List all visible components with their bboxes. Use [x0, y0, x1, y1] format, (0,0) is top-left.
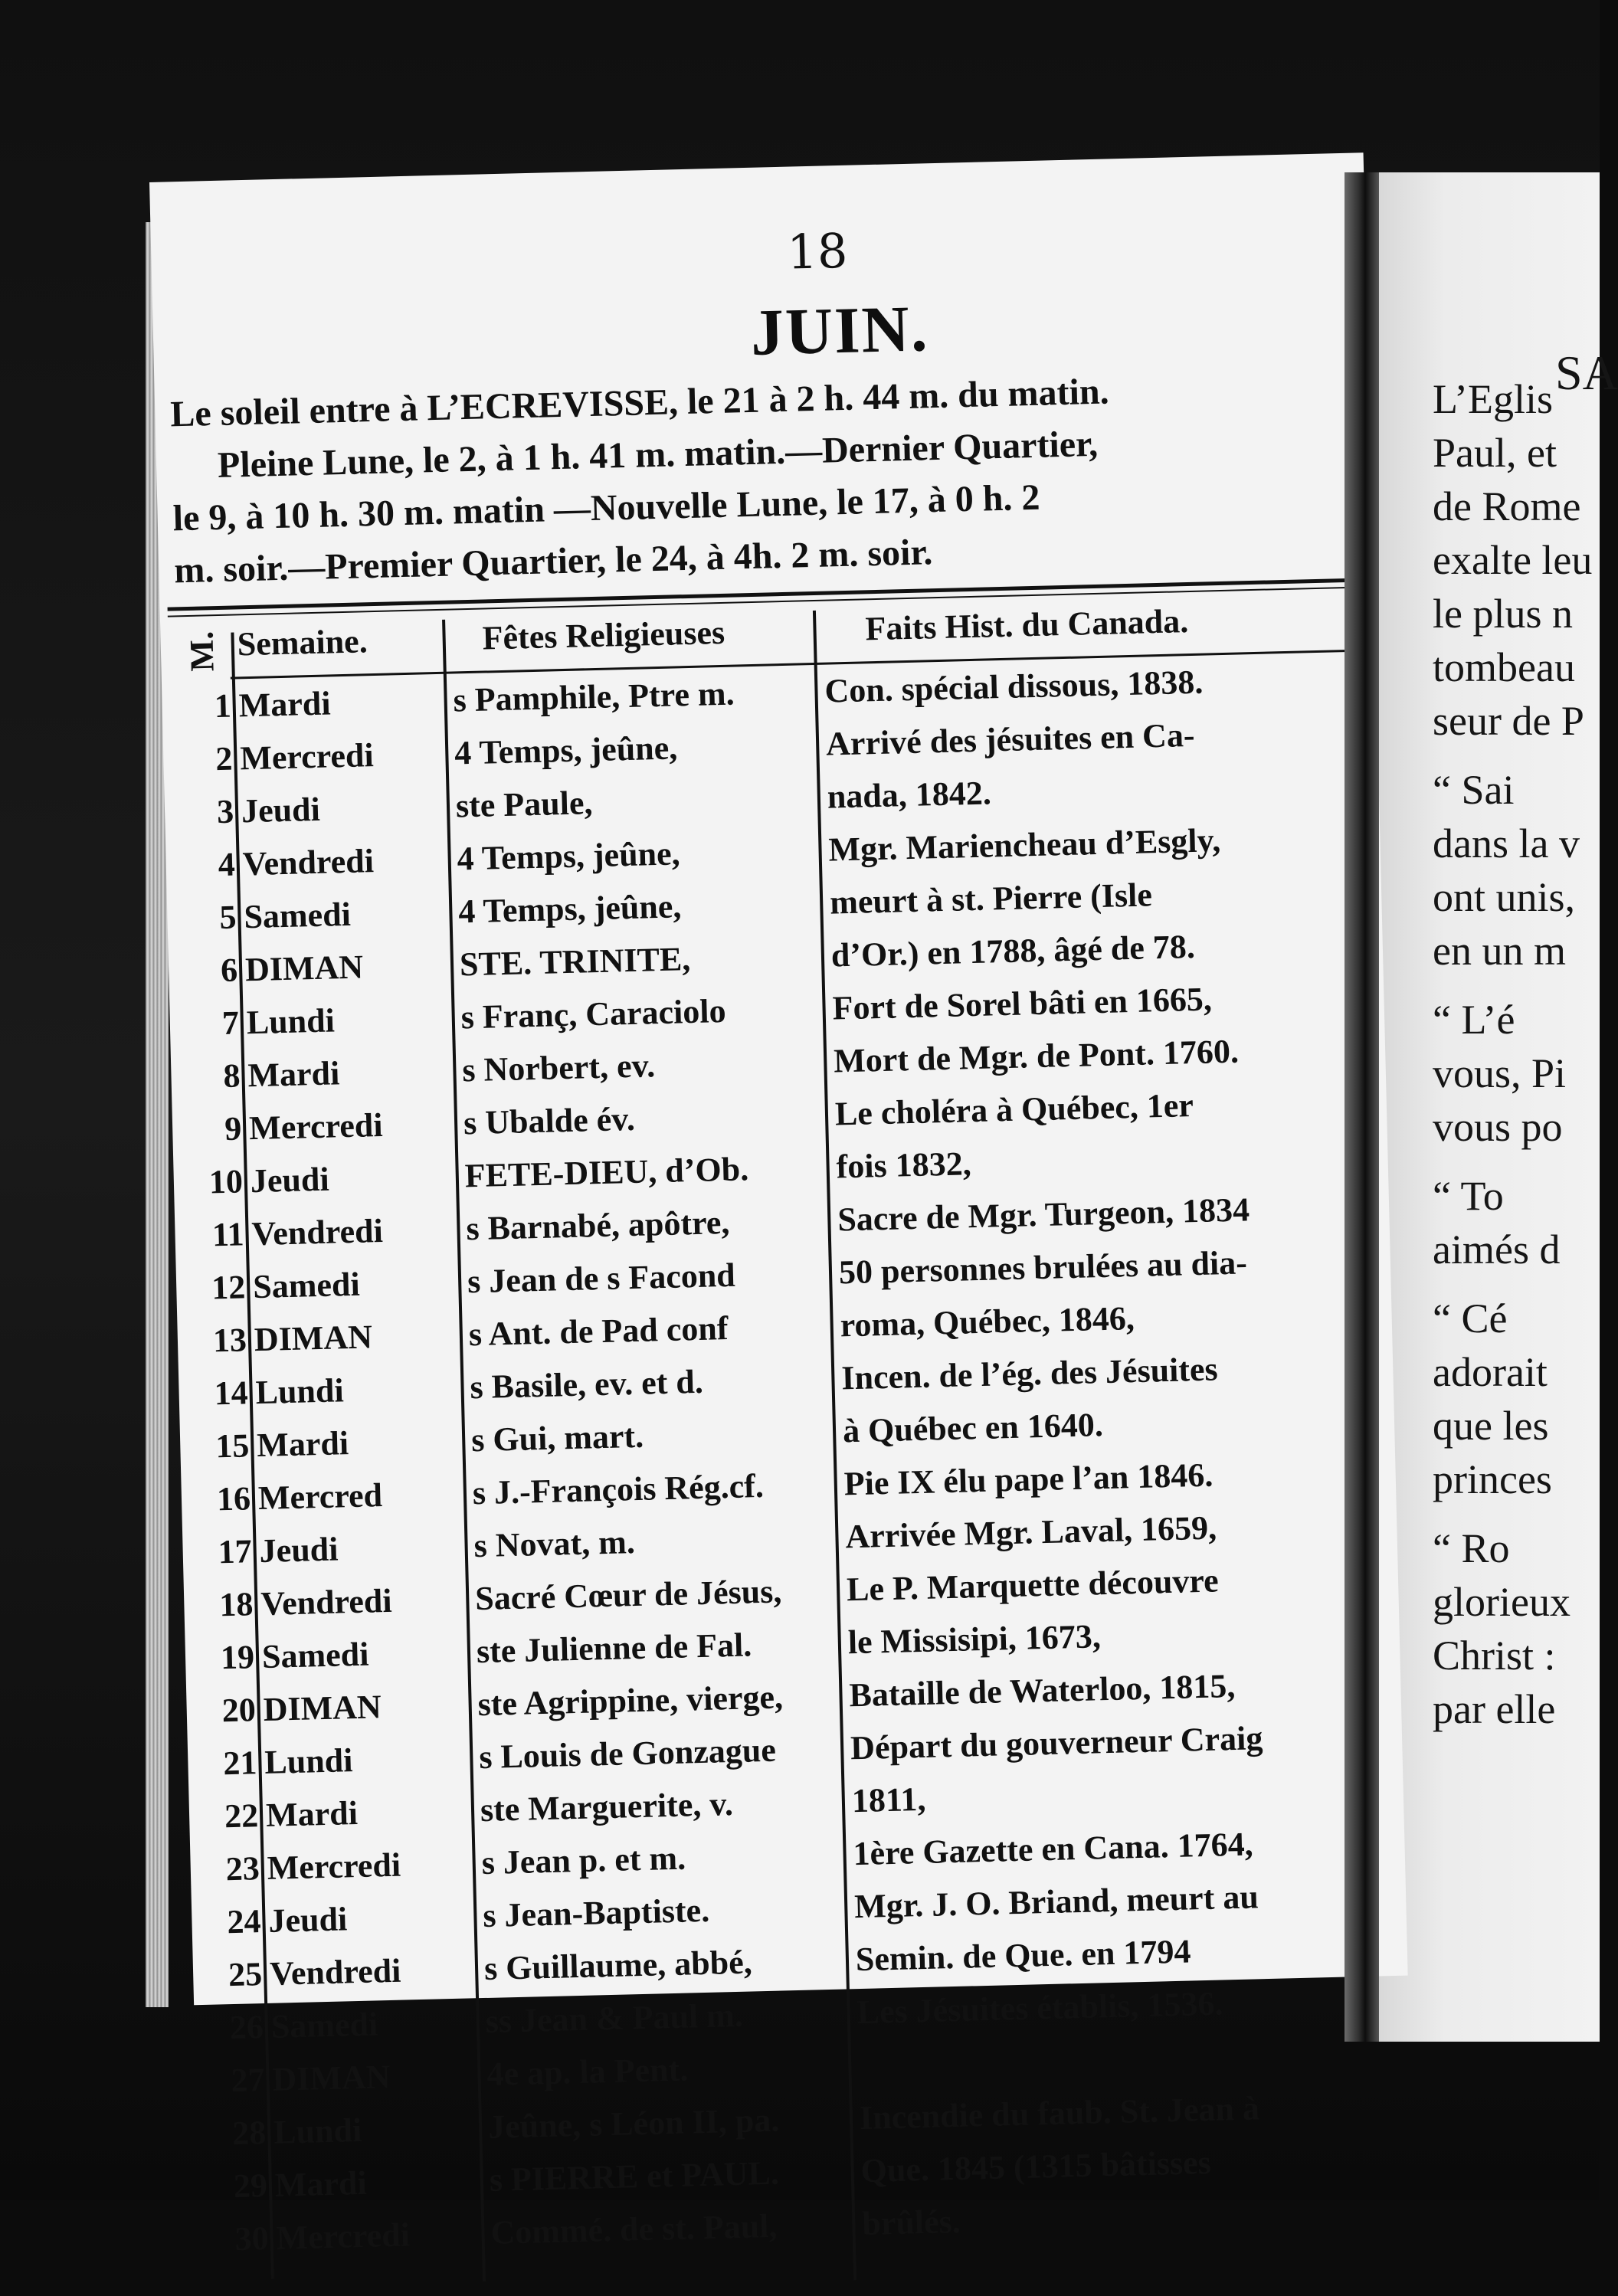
religious-feast: s Ubalde év.: [463, 1099, 636, 1142]
religious-feast: s Guillaume, abbé,: [483, 1943, 753, 1988]
weekday: Vendredi: [251, 1211, 384, 1253]
right-page-line: adorait: [1433, 1349, 1548, 1395]
historical-fact: Sacre de Mgr. Turgeon, 1834: [837, 1191, 1250, 1239]
day-number: 11: [211, 1215, 245, 1254]
day-number: 7: [221, 1004, 240, 1043]
religious-feast: Jeûne, s Léon II, pa.: [487, 2101, 780, 2146]
historical-fact: roma, Québec, 1846,: [840, 1299, 1135, 1345]
day-number: 14: [214, 1374, 249, 1413]
day-number: 15: [215, 1426, 250, 1466]
right-page-line: ont unis,: [1433, 874, 1576, 920]
right-page-line: “ Cé: [1433, 1295, 1508, 1341]
historical-fact: Mgr. Mariencheau d’Esgly,: [827, 821, 1221, 869]
weekday: Vendredi: [269, 1951, 401, 1993]
right-page-line: vous po: [1433, 1104, 1563, 1150]
historical-fact: Mgr. J. O. Briand, meurt au: [853, 1878, 1259, 1926]
right-page-line: exalte leu: [1433, 537, 1593, 583]
right-page-line: en un m: [1433, 928, 1566, 974]
historical-fact: Fort de Sorel bâti en 1665,: [832, 980, 1213, 1027]
historical-fact: Arrivée Mgr. Laval, 1659,: [844, 1508, 1217, 1556]
religious-feast: 4e ap. la Pent.: [486, 2050, 689, 2093]
day-number: 4: [218, 845, 236, 884]
religious-feast: 4 Temps, jeûne,: [457, 887, 682, 931]
right-page: [1379, 172, 1618, 2042]
historical-fact: Le choléra à Québec, 1er: [834, 1086, 1194, 1133]
weekday: Mercredi: [276, 2216, 411, 2257]
religious-feast: Commé. de st. Paul,: [490, 2206, 778, 2252]
weekday: Vendredi: [242, 842, 375, 883]
historical-fact: Incendie du faub. St. Jean à: [859, 2089, 1260, 2137]
weekday: Mardi: [265, 1794, 359, 1834]
left-page: [149, 152, 1408, 2258]
historical-fact: Le P. Marquette découvre: [846, 1561, 1220, 1609]
intro-line: m. soir.—Premier Quartier, le 24, à 4h. 2 m. soir.: [173, 532, 933, 591]
day-number: 1: [214, 686, 232, 725]
weekday: Jeudi: [259, 1530, 339, 1571]
religious-feast: s Jean de s Facond: [467, 1256, 736, 1301]
religious-feast: s Franç, Caraciolo: [460, 991, 727, 1037]
religious-feast: STE. TRINITE,: [459, 940, 691, 984]
religious-feast: s Pamphile, Ptre m.: [453, 674, 735, 719]
right-page-line: le plus n: [1433, 591, 1573, 637]
intro-line: Le soleil entre à L’ECREVISSE, le 21 à 2 h. 44 m. du matin.: [169, 371, 1110, 435]
historical-fact: nada, 1842.: [827, 774, 992, 816]
weekday: DIMAN: [244, 948, 364, 989]
day-number: 12: [211, 1268, 246, 1307]
historical-fact: 1ère Gazette en Cana. 1764,: [852, 1825, 1254, 1873]
religious-feast: FETE-DIEU, d’Ob.: [464, 1150, 749, 1195]
page-number: 18: [786, 222, 849, 280]
religious-feast: s Novat, m.: [473, 1523, 636, 1565]
day-number: 20: [221, 1691, 257, 1730]
religious-feast: ste Agrippine, vierge,: [477, 1678, 784, 1724]
historical-fact: Départ du gouverneur Craig: [850, 1719, 1263, 1767]
historical-fact: fois 1832,: [836, 1145, 972, 1186]
day-number: 24: [226, 1902, 262, 1941]
right-page-line: seur de P: [1433, 698, 1584, 744]
weekday: Samedi: [243, 895, 352, 936]
month-title: JUIN.: [749, 291, 930, 369]
religious-feast: s Barnabé, apôtre,: [465, 1203, 730, 1248]
weekday: Samedi: [261, 1635, 369, 1675]
religious-feast: s PIERRE et PAUL.: [489, 2154, 780, 2199]
historical-fact: le Missisipi, 1673,: [847, 1617, 1102, 1662]
right-page-line: glorieux: [1433, 1579, 1571, 1625]
day-number: 6: [220, 951, 238, 990]
intro-line: le 9, à 10 h. 30 m. matin —Nouvelle Lune, le 17, à 0 h. 2: [172, 477, 1041, 539]
right-page-line: que les: [1433, 1403, 1549, 1449]
religious-feast: ste Paule,: [455, 784, 593, 825]
weekday: Mardi: [238, 684, 332, 725]
weekday: Mardi: [274, 2163, 368, 2204]
right-page-line: vous, Pi: [1433, 1050, 1567, 1096]
historical-fact: Les Jésuites établis, 1536.: [856, 1984, 1223, 2032]
weekday: Mercredi: [267, 1846, 401, 1887]
religious-feast: s Basile, ev. et d.: [469, 1362, 704, 1407]
historical-fact: Bataille de Waterloo, 1815,: [848, 1666, 1236, 1715]
day-number: 13: [212, 1321, 247, 1360]
weekday: Jeudi: [250, 1160, 330, 1200]
historical-fact: 50 personnes brulées au dia-: [838, 1243, 1248, 1292]
day-number: 23: [225, 1849, 260, 1888]
intro-line: Pleine Lune, le 2, à 1 h. 41 m. matin.—Dernier Quartier,: [217, 423, 1099, 486]
historical-fact: d’Or.) en 1788, âgé de 78.: [830, 927, 1196, 974]
right-page-title: SA: [1555, 346, 1618, 400]
right-page-line: “ To: [1433, 1173, 1504, 1219]
book-gutter: [1345, 172, 1379, 2042]
day-number: 10: [208, 1162, 244, 1201]
religious-feast: s Ant. de Pad conf: [468, 1308, 729, 1354]
historical-fact: brûlés.: [861, 2202, 961, 2243]
religious-feast: 4 Temps, jeûne,: [457, 834, 681, 878]
day-number: 22: [224, 1797, 259, 1836]
religious-feast: s Norbert, ev.: [461, 1046, 656, 1089]
header-fete: Fêtes Religieuses: [482, 613, 725, 657]
historical-fact: Pie IX élu pape l’an 1846.: [843, 1456, 1214, 1503]
weekday: Vendredi: [260, 1581, 393, 1623]
day-number: 18: [218, 1585, 254, 1624]
weekday: Jeudi: [267, 1900, 348, 1940]
religious-feast: 4 Temps, jeûne,: [454, 729, 678, 772]
header-fait: Faits Hist. du Canada.: [864, 602, 1189, 648]
weekday: Mercredi: [239, 736, 375, 778]
right-page-line: “ Ro: [1433, 1525, 1510, 1571]
weekday: Lundi: [255, 1371, 345, 1412]
right-page-line: dans la v: [1433, 820, 1580, 866]
weekday: Mardi: [256, 1424, 349, 1465]
weekday: Lundi: [273, 2111, 362, 2151]
day-number: 3: [216, 792, 234, 831]
right-page-line: “ L’é: [1433, 997, 1515, 1043]
historical-fact: 1811,: [851, 1780, 927, 1820]
day-number: 5: [218, 898, 237, 937]
religious-feast: Sacré Cœur de Jésus,: [474, 1572, 782, 1618]
day-number: 25: [228, 1955, 263, 1994]
astronomical-intro: [170, 359, 1370, 597]
right-page-line: L’Eglis: [1433, 376, 1554, 422]
day-number: 9: [224, 1109, 242, 1148]
weekday: Mercredi: [248, 1105, 384, 1148]
day-number: 30: [234, 2219, 270, 2258]
day-number: 16: [216, 1479, 251, 1518]
weekday: DIMAN: [254, 1318, 373, 1359]
day-number: 21: [222, 1744, 258, 1783]
day-number: 27: [230, 2061, 266, 2100]
day-number: 2: [215, 739, 234, 778]
right-page-line: “ Sai: [1433, 767, 1515, 813]
religious-feast: s Jean-Baptiste.: [482, 1891, 710, 1935]
weekday: Lundi: [264, 1741, 353, 1781]
day-number: 17: [218, 1532, 253, 1571]
header-day: Semaine.: [237, 622, 368, 663]
religious-feast: ste Julienne de Fal.: [476, 1626, 752, 1671]
weekday: DIMAN: [263, 1688, 382, 1728]
weekday: Mercred: [257, 1476, 383, 1518]
right-page-line: aimés d: [1433, 1227, 1561, 1272]
weekday: Mardi: [247, 1054, 340, 1095]
weekday: Samedi: [270, 2005, 378, 2045]
historical-fact: Mort de Mgr. de Pont. 1760.: [833, 1032, 1240, 1080]
religious-feast: s J.-François Rég.cf.: [472, 1466, 765, 1512]
weekday: Samedi: [252, 1265, 361, 1306]
day-number: 8: [222, 1056, 241, 1095]
right-page-line: par elle: [1433, 1686, 1556, 1732]
right-page-line: Paul, et: [1433, 430, 1557, 476]
right-page-line: tombeau: [1433, 644, 1575, 690]
weekday: Lundi: [246, 1001, 336, 1042]
religious-feast: s Gui, mart.: [470, 1417, 644, 1459]
right-page-line: Christ :: [1433, 1633, 1556, 1679]
weekday: DIMAN: [271, 2058, 391, 2098]
religious-feast: ste Marguerite, v.: [480, 1785, 734, 1829]
right-page-line: de Rome: [1433, 483, 1581, 529]
religious-feast: s Jean p. et m.: [481, 1839, 686, 1882]
historical-fact: Incen. de l’ég. des Jésuites: [840, 1350, 1219, 1397]
day-number: 29: [233, 2167, 268, 2206]
historical-fact: Que. 1845 (1315 bâtisses: [860, 2143, 1212, 2190]
day-number: 19: [220, 1638, 255, 1677]
religious-feast: ss Jean & Paul m.: [485, 1996, 744, 2040]
historical-fact: meurt à st. Pierre (Isle: [829, 876, 1153, 922]
historical-fact: Arrivé des jésuites en Ca-: [825, 716, 1196, 763]
day-number: 26: [229, 2008, 264, 2047]
historical-fact: Semin. de Que. en 1794: [855, 1932, 1191, 1979]
weekday: Jeudi: [241, 790, 321, 830]
historical-fact: à Québec en 1640.: [842, 1406, 1104, 1450]
historical-fact: Con. spécial dissous, 1838.: [824, 663, 1204, 710]
day-number: 28: [231, 2114, 267, 2153]
religious-feast: s Louis de Gonzague: [478, 1731, 777, 1777]
header-num: M.: [182, 630, 221, 673]
right-page-line: princes: [1433, 1456, 1552, 1502]
